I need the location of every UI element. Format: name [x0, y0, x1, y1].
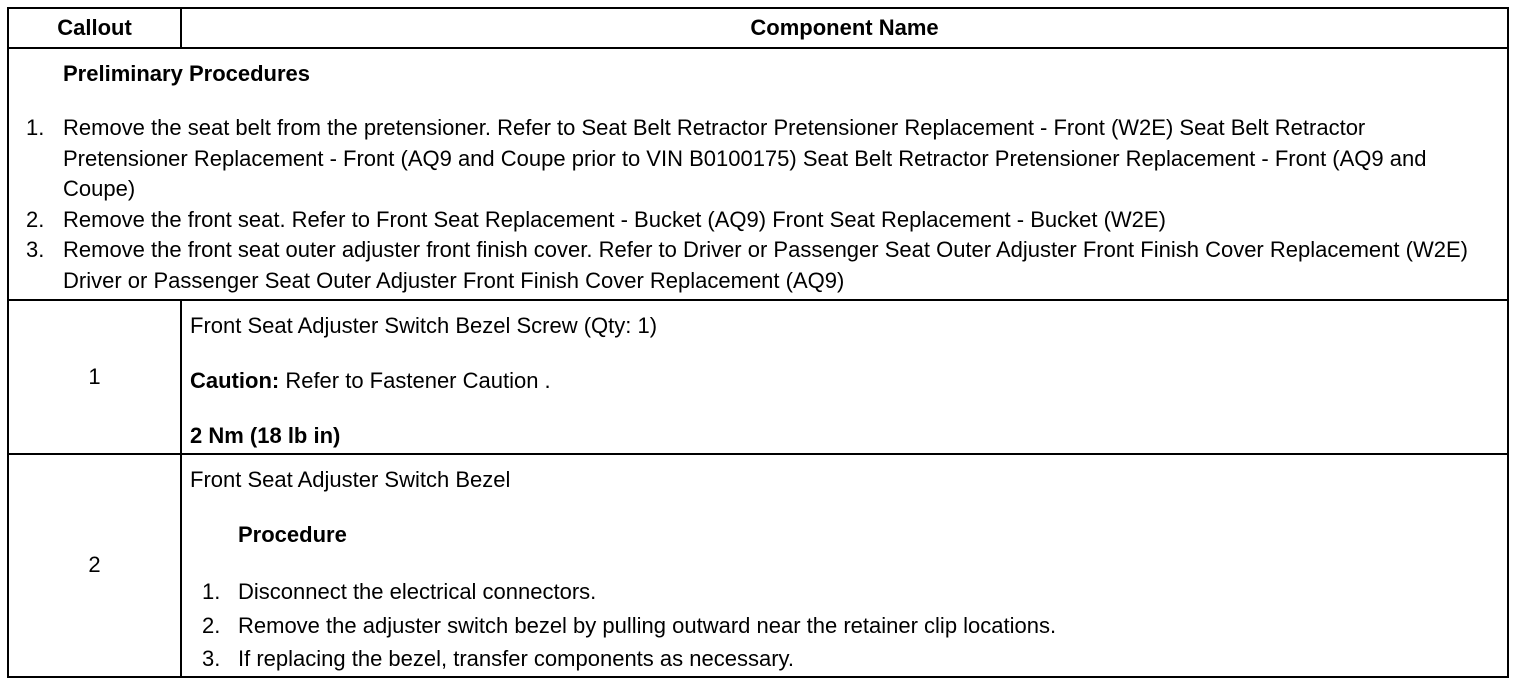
- table-row: [8, 454, 1508, 677]
- callout-header: Callout: [8, 8, 181, 48]
- preliminary-procedures-row: [8, 48, 1508, 300]
- procedure-steps-list: [190, 575, 1507, 676]
- preliminary-steps-list: [9, 113, 1507, 296]
- step-text: Remove the front seat. Refer to Front Seat Replacement - Bucket (AQ9) Front Seat Replacement - Bucket (W2E): [63, 206, 1166, 232]
- step-text: Remove the seat belt from the pretensioner. Refer to Seat Belt Retractor Pretensioner Replacement - Front (W2E) Seat Belt Retractor Pretensioner Replacement - Front (AQ9 and Coupe prior to VIN B0100175) Seat Belt Retractor Pretensioner Replacement - Front (AQ9 and Coupe): [63, 115, 1427, 201]
- step-text: Disconnect the electrical connectors.: [238, 579, 597, 604]
- step-number: 2.: [26, 206, 45, 232]
- procedure-step: [190, 609, 1507, 643]
- component-name: Front Seat Adjuster Switch Bezel: [190, 467, 511, 492]
- component-cell: [181, 300, 1508, 454]
- preliminary-step: [9, 205, 1507, 236]
- step-number: 2.: [202, 612, 221, 638]
- procedure-title: Procedure: [238, 522, 347, 547]
- procedure-table: [7, 7, 1509, 678]
- callout-cell: 2: [8, 454, 181, 677]
- step-text: If replacing the bezel, transfer components as necessary.: [238, 646, 794, 671]
- preliminary-procedures-cell: [8, 48, 1508, 300]
- table-header-row: [8, 8, 1508, 48]
- preliminary-step: [9, 113, 1507, 205]
- component-name-header: Component Name: [181, 8, 1508, 48]
- component-name: Front Seat Adjuster Switch Bezel Screw (Qty: 1): [190, 313, 658, 338]
- preliminary-step: [9, 235, 1507, 296]
- procedure-step: [190, 642, 1507, 676]
- step-text: Remove the front seat outer adjuster front finish cover. Refer to Driver or Passenger Seat Outer Adjuster Front Finish Cover Replacement (W2E) Driver or Passenger Seat Outer Adjuster Front Finish Cover Replacement (AQ9): [63, 237, 1468, 293]
- component-cell: [181, 454, 1508, 677]
- step-number: 1.: [26, 115, 45, 140]
- procedure-step: [190, 575, 1507, 609]
- step-text: Remove the adjuster switch bezel by pulling outward near the retainer clip locations.: [238, 612, 1057, 638]
- step-number: 3.: [202, 646, 221, 671]
- caution-label: Caution:: [190, 368, 280, 393]
- torque-spec: 2 Nm (18 lb in): [190, 423, 341, 448]
- caution-text: Refer to Fastener Caution .: [279, 368, 551, 393]
- table-row: [8, 300, 1508, 454]
- callout-cell: 1: [8, 300, 181, 454]
- preliminary-procedures-title: Preliminary Procedures: [63, 61, 311, 86]
- caution-note: [190, 368, 1507, 394]
- step-number: 3.: [26, 237, 45, 262]
- step-number: 1.: [202, 579, 221, 604]
